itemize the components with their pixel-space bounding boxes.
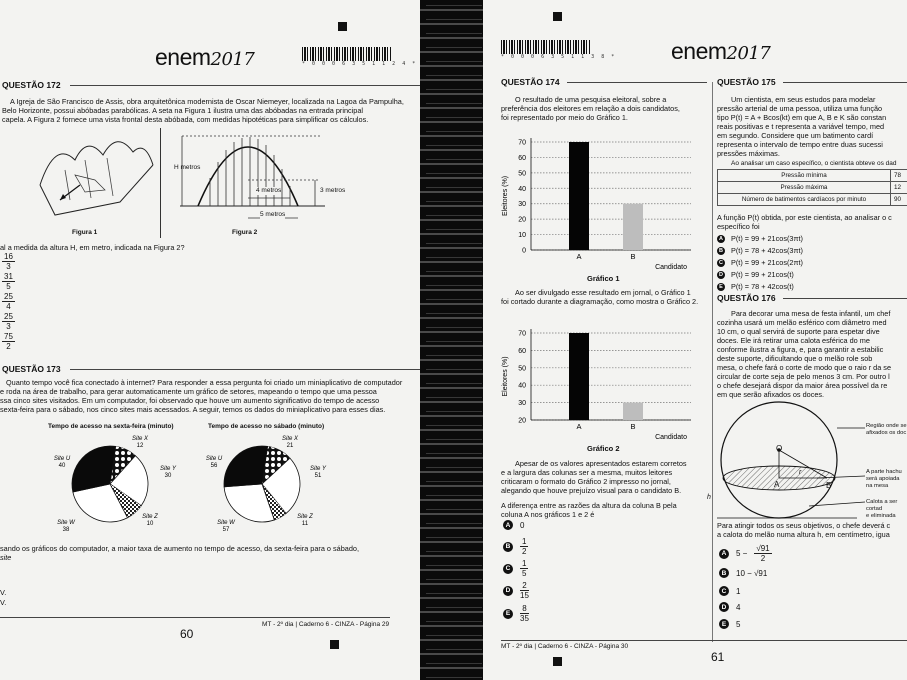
q173-text: Quanto tempo você fica conectado à internet? Para responder a essa pergunta foi criado um miniaplicativo de computador e roda na área de trabalho, para gerar automaticamente um gráfico de setores, mapeando o tempo que uma pessoa ssa cinco sites visitados. Em um computador, foi observado que houve um aumento significativo do tempo de acesso sexta-feira para o sábado, nos cinco sites mais acessados. A seguir, temos os dados do miniaplicativo para esses dias. (0, 378, 403, 414)
y-tick-label: 10 (518, 232, 526, 240)
point-b: B (826, 481, 832, 490)
q174-option-b[interactable]: B $\frac{1}{2}$ (503, 537, 528, 556)
question-176-head: QUESTÃO 176 (717, 293, 776, 303)
label-flat: A parte hachu será apoiada na mesa (866, 469, 902, 489)
q175-table-intro: Ao analisar um caso específico, o cientista obteve os dad (731, 160, 897, 167)
divider (783, 82, 907, 83)
x-tick-label: A (576, 422, 582, 431)
q174-mid: Ao ser divulgado esse resultado em jornal, o Gráfico 1 foi cortado durante a diagramação, como mostra o Gráfico 2. (501, 288, 699, 306)
pie-label: Site U (205, 456, 223, 462)
pie-slice (224, 446, 268, 487)
footer-rule (0, 617, 390, 618)
x-axis-label: Candidato (655, 264, 687, 271)
q175-options (717, 234, 803, 291)
enem-logo: enem2017 (671, 38, 771, 64)
q173-tail-2: V. (0, 598, 7, 607)
y-tick-label: 40 (518, 185, 526, 193)
q174-option-e[interactable]: E $\frac{8}{35}$ (503, 604, 529, 623)
x-tick-label: B (630, 252, 636, 261)
bar-b (623, 403, 643, 420)
bar-a (569, 142, 589, 250)
table-row: Número de batimentos cardíacos por minuto 90 (718, 194, 907, 206)
label-region: Região onde se afixados os doc (866, 423, 907, 436)
q172-option[interactable]: $\frac{75}{2}$ (4, 332, 13, 351)
footer-text: MT - 2º dia | Caderno 6 - CINZA - Página 29 (262, 621, 390, 628)
barcode: * 0 0 0 6 3 5 1 1 2 4 * (302, 47, 417, 67)
q175-after: A função P(t) obtida, por este cientista, ao analisar o c específico foi (717, 213, 892, 231)
pie-label: Site W (57, 520, 75, 526)
point-a: A (774, 480, 780, 489)
registration-mark (553, 657, 562, 666)
question-172-head: QUESTÃO 172 (2, 80, 61, 90)
x-axis-label: Candidato (655, 434, 687, 441)
left-page (0, 0, 425, 680)
q172-option[interactable]: $\frac{31}{5}$ (4, 272, 13, 291)
y-tick-label: 40 (518, 382, 526, 390)
q175-table (717, 169, 907, 206)
figure-1-caption: Figura 1 (72, 229, 98, 236)
pie-label: Site X (281, 436, 299, 442)
label-4m: 4 metros (256, 187, 282, 194)
q175-option-d[interactable]: D P(t) = 99 + 21cos(t) (719, 270, 794, 279)
pie-value-label: 11 (301, 521, 309, 527)
pie-value-label: 57 (222, 527, 230, 533)
q175-option-b[interactable]: B P(t) = 78 + 42cos(3πt) (719, 246, 803, 255)
table-row: Pressão mínima 78 (718, 170, 907, 182)
pie-label: Site X (131, 436, 149, 442)
church-figure-1 (25, 130, 155, 230)
y-tick-label: 20 (518, 216, 526, 224)
q175-option-e[interactable]: E P(t) = 78 + 42cos(t) (717, 282, 803, 291)
q173-bottom-2: site (0, 553, 12, 562)
y-tick-label: 60 (518, 347, 526, 355)
x-tick-label: A (576, 252, 582, 261)
q172-text: A Igreja de São Francisco de Assis, obra arquitetônica modernista de Oscar Niemeyer, localizada na Lagoa da Pampulha, Belo Horizonte, possui abóbadas parabólicas. A seta na Figura 1 ilustra uma das abóbadas na entrada principal capela. A Figura 2 fornece uma vista frontal desta abóbada, com medidas hipotéticas para simplificar os cálculos. (2, 97, 404, 124)
pie-value-label: 10 (146, 521, 154, 527)
bar-b (623, 204, 643, 250)
q172-option[interactable]: $\frac{25}{3}$ (4, 312, 13, 331)
bar-a (569, 333, 589, 420)
page-number: 61 (711, 650, 725, 664)
q172-option[interactable]: $\frac{16}{3}$ (4, 252, 13, 271)
footer-text: MT - 2º dia | Caderno 6 - CINZA - Página 30 (501, 643, 629, 650)
right-page (483, 0, 907, 680)
y-tick-label: 20 (518, 417, 526, 425)
bar-chart-1 (501, 130, 706, 280)
label-h: h (707, 494, 711, 501)
q174-option-d[interactable]: D $\frac{2}{15}$ (503, 581, 529, 600)
x-tick-label: B (630, 422, 636, 431)
pie-label: Site W (217, 520, 235, 526)
pie-value-label: 21 (286, 443, 294, 449)
figure-2-caption: Figura 2 (232, 229, 258, 236)
divider (70, 369, 420, 370)
q172-question: al a medida da altura H, em metro, indicada na Figura 2? (0, 243, 185, 252)
divider (783, 298, 907, 299)
column-separator (712, 82, 713, 642)
q174-ask: A diferença entre as razões da altura da coluna B pela coluna A nos gráficos 1 e 2 é (501, 501, 677, 519)
pie-charts (0, 432, 425, 540)
y-tick-label: 60 (518, 154, 526, 162)
y-axis-label: Eleitores (%) (502, 175, 509, 217)
question-174-head: QUESTÃO 174 (501, 77, 560, 87)
q176-option-d[interactable]: D 4 (719, 602, 740, 612)
registration-mark (338, 22, 347, 31)
q176-text: Para decorar uma mesa de festa infantil, um chef cozinha usará um melão esférico com diâmetro med 10 cm, o qual servirá de suporte para espetar dive doces. Ele irá retirar uma calota esférica do me conforme ilustra a figura, e, para garantir a estabilic deste suporte, dificultando que o melão role sob mesa, o chefe fará o corte de modo que o raio r da se circular de corte seja de pelo menos 3 cm. Por outro l o chefe desejará dispor da maior área possível da re em que serão afixados os doces. (717, 309, 892, 399)
q173-tail-1: V. (0, 588, 7, 597)
divider (567, 82, 707, 83)
footer-rule (501, 640, 907, 641)
label-r: r (799, 469, 802, 476)
bar-chart-2 (501, 318, 706, 443)
pie1-title: Tempo de acesso na sexta-feira (minuto) (48, 423, 174, 430)
chart2-caption: Gráfico 2 (587, 444, 620, 453)
y-tick-label: 70 (518, 139, 526, 147)
pie-value-label: 38 (62, 527, 70, 533)
label-3m: 3 metros (320, 187, 346, 194)
barcode: * 0 0 0 6 3 5 1 1 3 8 * (501, 40, 616, 60)
pie-label: Site Z (142, 514, 158, 520)
pie-value-label: 51 (314, 473, 322, 479)
q175-option-a[interactable]: A P(t) = 99 + 21cos(3πt) (719, 234, 803, 243)
question-175-head: QUESTÃO 175 (717, 77, 776, 87)
q174-option-a[interactable]: A 0 (503, 520, 524, 530)
q175-text: Um cientista, em seus estudos para modelar pressão arterial de uma pessoa, utiliza uma função tipo P(t) = A + Bcos(kt) em que A, B e K são constan reais positivas e t representa a variável tempo, med em segundo. Considere que um batimento cardí representa o intervalo de tempo entre duas sucessi pressões máximas. (717, 95, 887, 158)
pie-label: Site Y (160, 466, 176, 472)
y-tick-label: 50 (518, 170, 526, 178)
y-axis-label: Eleitores (%) (502, 356, 509, 397)
registration-mark (553, 12, 562, 21)
table-row: Pressão máxima 12 (718, 182, 907, 194)
spiral-binding (420, 0, 488, 680)
q176-option-a[interactable]: A 5 − $\frac{√91}{2}$ (719, 544, 772, 563)
label-5m: 5 metros (260, 211, 286, 218)
parabola-figure-2 (170, 128, 330, 228)
pie2-title: Tempo de acesso no sábado (minuto) (208, 423, 325, 430)
q174-after: Apesar de os valores apresentados estarem corretos e a largura das colunas ser a mesma, muitos leitores criticaram o formato do Gráfico 2 impresso no jornal, alegando que houve prejuízo visual para o candidato B. (501, 459, 687, 495)
q174-option-c[interactable]: C $\frac{1}{5}$ (503, 559, 528, 578)
pie-label: Site U (53, 456, 71, 462)
pie-value-label: 40 (58, 463, 66, 469)
enem-logo: enem2017 (155, 44, 255, 70)
pie-value-label: 30 (164, 473, 172, 479)
label-cap: Calota a ser cortad e eliminada (866, 499, 898, 519)
page-number: 60 (180, 627, 194, 641)
q172-option[interactable]: $\frac{25}{4}$ (4, 292, 13, 311)
y-tick-label: 30 (518, 201, 526, 209)
pie-value-label: 56 (210, 463, 218, 469)
q176-option-e[interactable]: E 5 (719, 619, 740, 629)
registration-mark (330, 640, 339, 649)
q176-option-c[interactable]: C 1 (719, 586, 740, 596)
q174-text: O resultado de uma pesquisa eleitoral, sobre a preferência dos eleitores em relação a dois candidatos, foi representado por meio do Gráfico 1. (501, 95, 680, 122)
point-o: O (776, 444, 783, 453)
q173-bottom-1: sando os gráficos do computador, a maior taxa de aumento no tempo de acesso, da sexta-feira para o sábado, (0, 544, 359, 553)
q175-option-c[interactable]: C P(t) = 99 + 21cos(2πt) (719, 258, 803, 267)
figure-separator (160, 128, 161, 238)
height-label: H metros (174, 164, 201, 171)
pie-value-label: 12 (136, 443, 144, 449)
pie-label: Site Y (310, 466, 326, 472)
divider (70, 85, 420, 86)
q176-option-b[interactable]: B 10 − √91 (719, 568, 767, 578)
pie-label: Site Z (297, 514, 313, 520)
y-tick-label: 50 (518, 365, 526, 373)
question-173-head: QUESTÃO 173 (2, 364, 61, 374)
y-tick-label: 30 (518, 400, 526, 408)
y-tick-label: 70 (518, 330, 526, 338)
y-tick-label: 0 (522, 247, 526, 255)
q172-options (2, 252, 15, 351)
q176-after: Para atingir todos os seus objetivos, o chefe deverá c a calota do melão numa altura h, em centímetro, igua (717, 521, 891, 539)
chart1-caption: Gráfico 1 (587, 274, 620, 283)
